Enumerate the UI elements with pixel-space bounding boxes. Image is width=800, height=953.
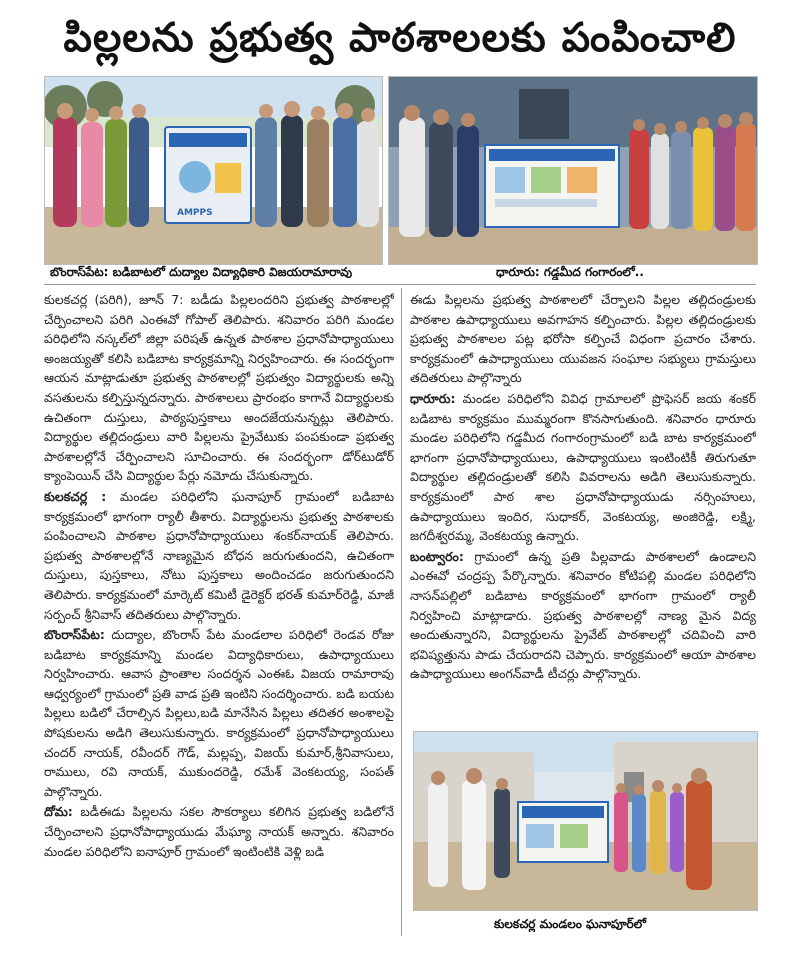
para-left-3: బొంరాస్‌పేట: దుద్యాల, బొంరాస్‌ పేట మండలాల పరిధిలో రెండవ రోజు బడిబాట కార్యక్రమాన్ని మండల విద్యాధికారులు, ఉపాధ్యాయులు నిర్వహించారు. ఆవాస ప్రాంతాల సందర్శన ఎంఈఓ విజయ రామారావు ఆధ్వర్యంలో గ్రామంలో ప్రతి వాడ ప్రతి ఇంటిని సందర్శించారు. బడి బయట పిల్లలు బడిలో చేరాల్సిన పిల్లలు,బడి మానేసిన పిల్లలు తదితర అంశాలపై పోషకులను అడిగి తెలుసుకున్నారు. కార్యక్రమంలో ప్రధానోపాధ్యాయులు చందర్‌ నాయక్‌, రవీందర్‌ గౌడ్‌, మల్లప్ప, విజయ్‌ కుమార్‌,శ్రీనివాసులు, రాములు, రవి నాయక్‌, ముకుందరెడ్డి, రమేశ్‌ వెంకటయ్య, సంపత్‌ పాల్గొన్నారు. <box>44 627 394 799</box>
photo-dharur-rally <box>388 76 758 265</box>
para-left-2: కులకచర్ల : మండల పరిధిలోని ఘనాపూర్‌ గ్రామంలో బడిబాట కార్యక్రమంలో భాగంగా ర్యాలీ తీశారు. విద్యార్థులను ప్రభుత్వ పాఠశాలకు పంపించాలని పాఠశాల ప్రధానోపాధ్యాయులు శంకర్‌నాయక్‌ తెలిపారు. ప్రభుత్వ పాఠశాలల్లోనే నాణ్యమైన బోధన జరుగుతుందని, ఉచితంగా దుస్తులు, పుస్తకాలు, నోటు పుస్తకాలు అందించడం జరుగుతుందని తెలిపారు. కార్యక్రమంలో మార్కెట్‌ కమిటీ డైరెక్టర్‌ భరత్‌ కుమార్‌రెడ్డి, మాజీ సర్పంచ్‌ శ్రీనివాస్‌ తదితరులు పాల్గొన్నారు. <box>44 488 394 622</box>
para-right-3: బంట్వారం: గ్రామంలో ఉన్న ప్రతి పిల్లవాడు పాఠశాలలో ఉండాలని ఎంఈవో చంద్రప్ప పేర్కొన్నారు. శనివారం కోటిపల్లి మండల పరిధిలోని నాసన్‌పల్లిలో బడిబాట కార్యక్రమంలో భాగంగా గ్రామంలో ర్యాలీ నిర్వహించి మాట్లాడారు. ప్రభుత్వ పాఠశాలల్లో నాణ్య మైన విద్య అందుతున్నారని, విద్యార్థులను ప్రైవేట్‌ పాఠశాలల్లో చదివించి వారి భవిష్యత్తును పాడు చేయరాదని చెప్పారు. కార్యక్రమంలో ఆయా పాఠశాల ఉపాధ్యాయులు అంగన్‌వాడీ టీచర్లు పాల్గొన్నారు. <box>410 548 756 682</box>
headline: పిల్లలను ప్రభుత్వ పాఠశాలలకు పంపించాలి <box>63 15 737 61</box>
caption-left-photo: బొంరాస్‌పేట: బడిబాటలో దుద్యాల విద్యాధికారి విజయరామారావు <box>50 265 353 279</box>
caption-right-photo: ధారూరు: గడ్డమీద గంగారంలో.. <box>496 265 644 279</box>
para-left-4: దోమ: బడీఈడు పిల్లలను సకల సౌకర్యాలు కలిగిన ప్రభుత్వ బడిలోనే చేర్పించాలని ప్రధానోపాధ్యాయుడు మేఘ్యా నాయక్‌ అన్నారు. శనివారం మండల పరిధిలోని ఐనాపూర్‌ గ్రామంలో ఇంటింటికి వెళ్లి బడి <box>44 804 394 859</box>
para-left-1: కులకచర్ల (పరిగి), జూన్‌ 7: బడీడు పిల్లలందరిని ప్రభుత్వ పాఠశాలల్లో చేర్పించాలని పరిగి ఎంఈవో గోపాల్‌ తెలిపారు. శనివారం పరిగి మండల పరిధిలోని నస్కల్‌లో జిల్లా పరిషత్‌ ఉన్నత పాఠశాల ప్రధానోపాధ్యాయులు అంజయ్యతో కలిసి బడిబాట కార్యక్రమాన్ని నిర్వహించారు. ఈ సందర్భంగా ఆయన మాట్లాడుతూ ప్రభుత్వ పాఠశాలల్లో ప్రభుత్వం విద్యార్థులకు అన్ని వసతులను కల్పిస్తున్నదన్నారు. పాఠశాలలు ప్రారంభం కాగానే విద్యార్థులకు ఉచితంగా దుస్తులు, పాఠ్యపుస్తకాలు అందజేయనున్నట్లు తెలిపారు. విద్యార్థుల తల్లిదండ్రులు వారి పిల్లలను ప్రైవేటుకు పంపకుండా ప్రభుత్వ పాఠశాలల్లోనే చేర్పించాలని సూచించారు. ఈ సందర్భంగా డోర్‌టుడోర్‌ క్యాంపెయిన్‌ చేసి విద్యార్థుల పేర్లు నమోదు చేసుకున్నారు. <box>44 292 394 484</box>
article-column-left <box>44 290 394 940</box>
photo-ghanapur-rally <box>413 731 758 911</box>
photo-bomraspet-rally <box>44 76 383 265</box>
para-right-1: ఈడు పిల్లలను ప్రభుత్వ పాఠశాలలో చేర్పాలని పిల్లల తల్లిదండ్రులకు పాఠశాల ఉపాధ్యాయులు అవగాహన కల్పించారు. పిల్లల తల్లిదండ్రులకు ప్రభుత్వ పాఠశాలల పట్ల భరోసా కల్పించే విధంగా ప్రచారం చేశారు. కార్యక్రమంలో ఉపాధ్యాయులు యువజన సంఘాల సభ్యులు గ్రామస్తులు తదితరులు పాల్గొన్నారు <box>410 292 756 386</box>
photo-banner-text: AMPPS <box>177 208 213 218</box>
para-right-2: ధారూరు: మండల పరిధిలోని వివిధ గ్రామాలలో ప్రొఫెసర్‌ జయ శంకర్‌ బడిబాట కార్యక్రమం ముమ్మరంగా కొనసాగుతుంది. శనివారం ధారూరు మండల పరిధిలోని గడ్డమీద గంగారంగ్రామంలో బడి బాట కార్యక్రమంలో భాగంగా ప్రధానోపాధ్యాయులు, ఉపాధ్యాయులు ఇంటింటికీ తిరుగుతూ విద్యార్థుల తల్లిదండ్రులతో కలిసి వివరాలను అడిగి తెలుసుకున్నారు. కార్యక్రమంలో పాఠ శాల ప్రధానోపాధ్యాయుడు నర్సింహులు, ఉపాధ్యాయులు ఇందిర, సుధాకర్‌, వెంకటయ్య, అంజిరెడ్డి, లక్ష్మి, జగదీశ్వరమ్మ, వెంకటయ్య ఉన్నారు. <box>410 390 756 544</box>
caption-bottom-photo: కులకచర్ల మండలం ఘనాపూర్‌లో <box>494 917 646 931</box>
column-divider <box>401 288 402 936</box>
article-column-right <box>410 290 756 720</box>
divider-top <box>44 284 756 285</box>
